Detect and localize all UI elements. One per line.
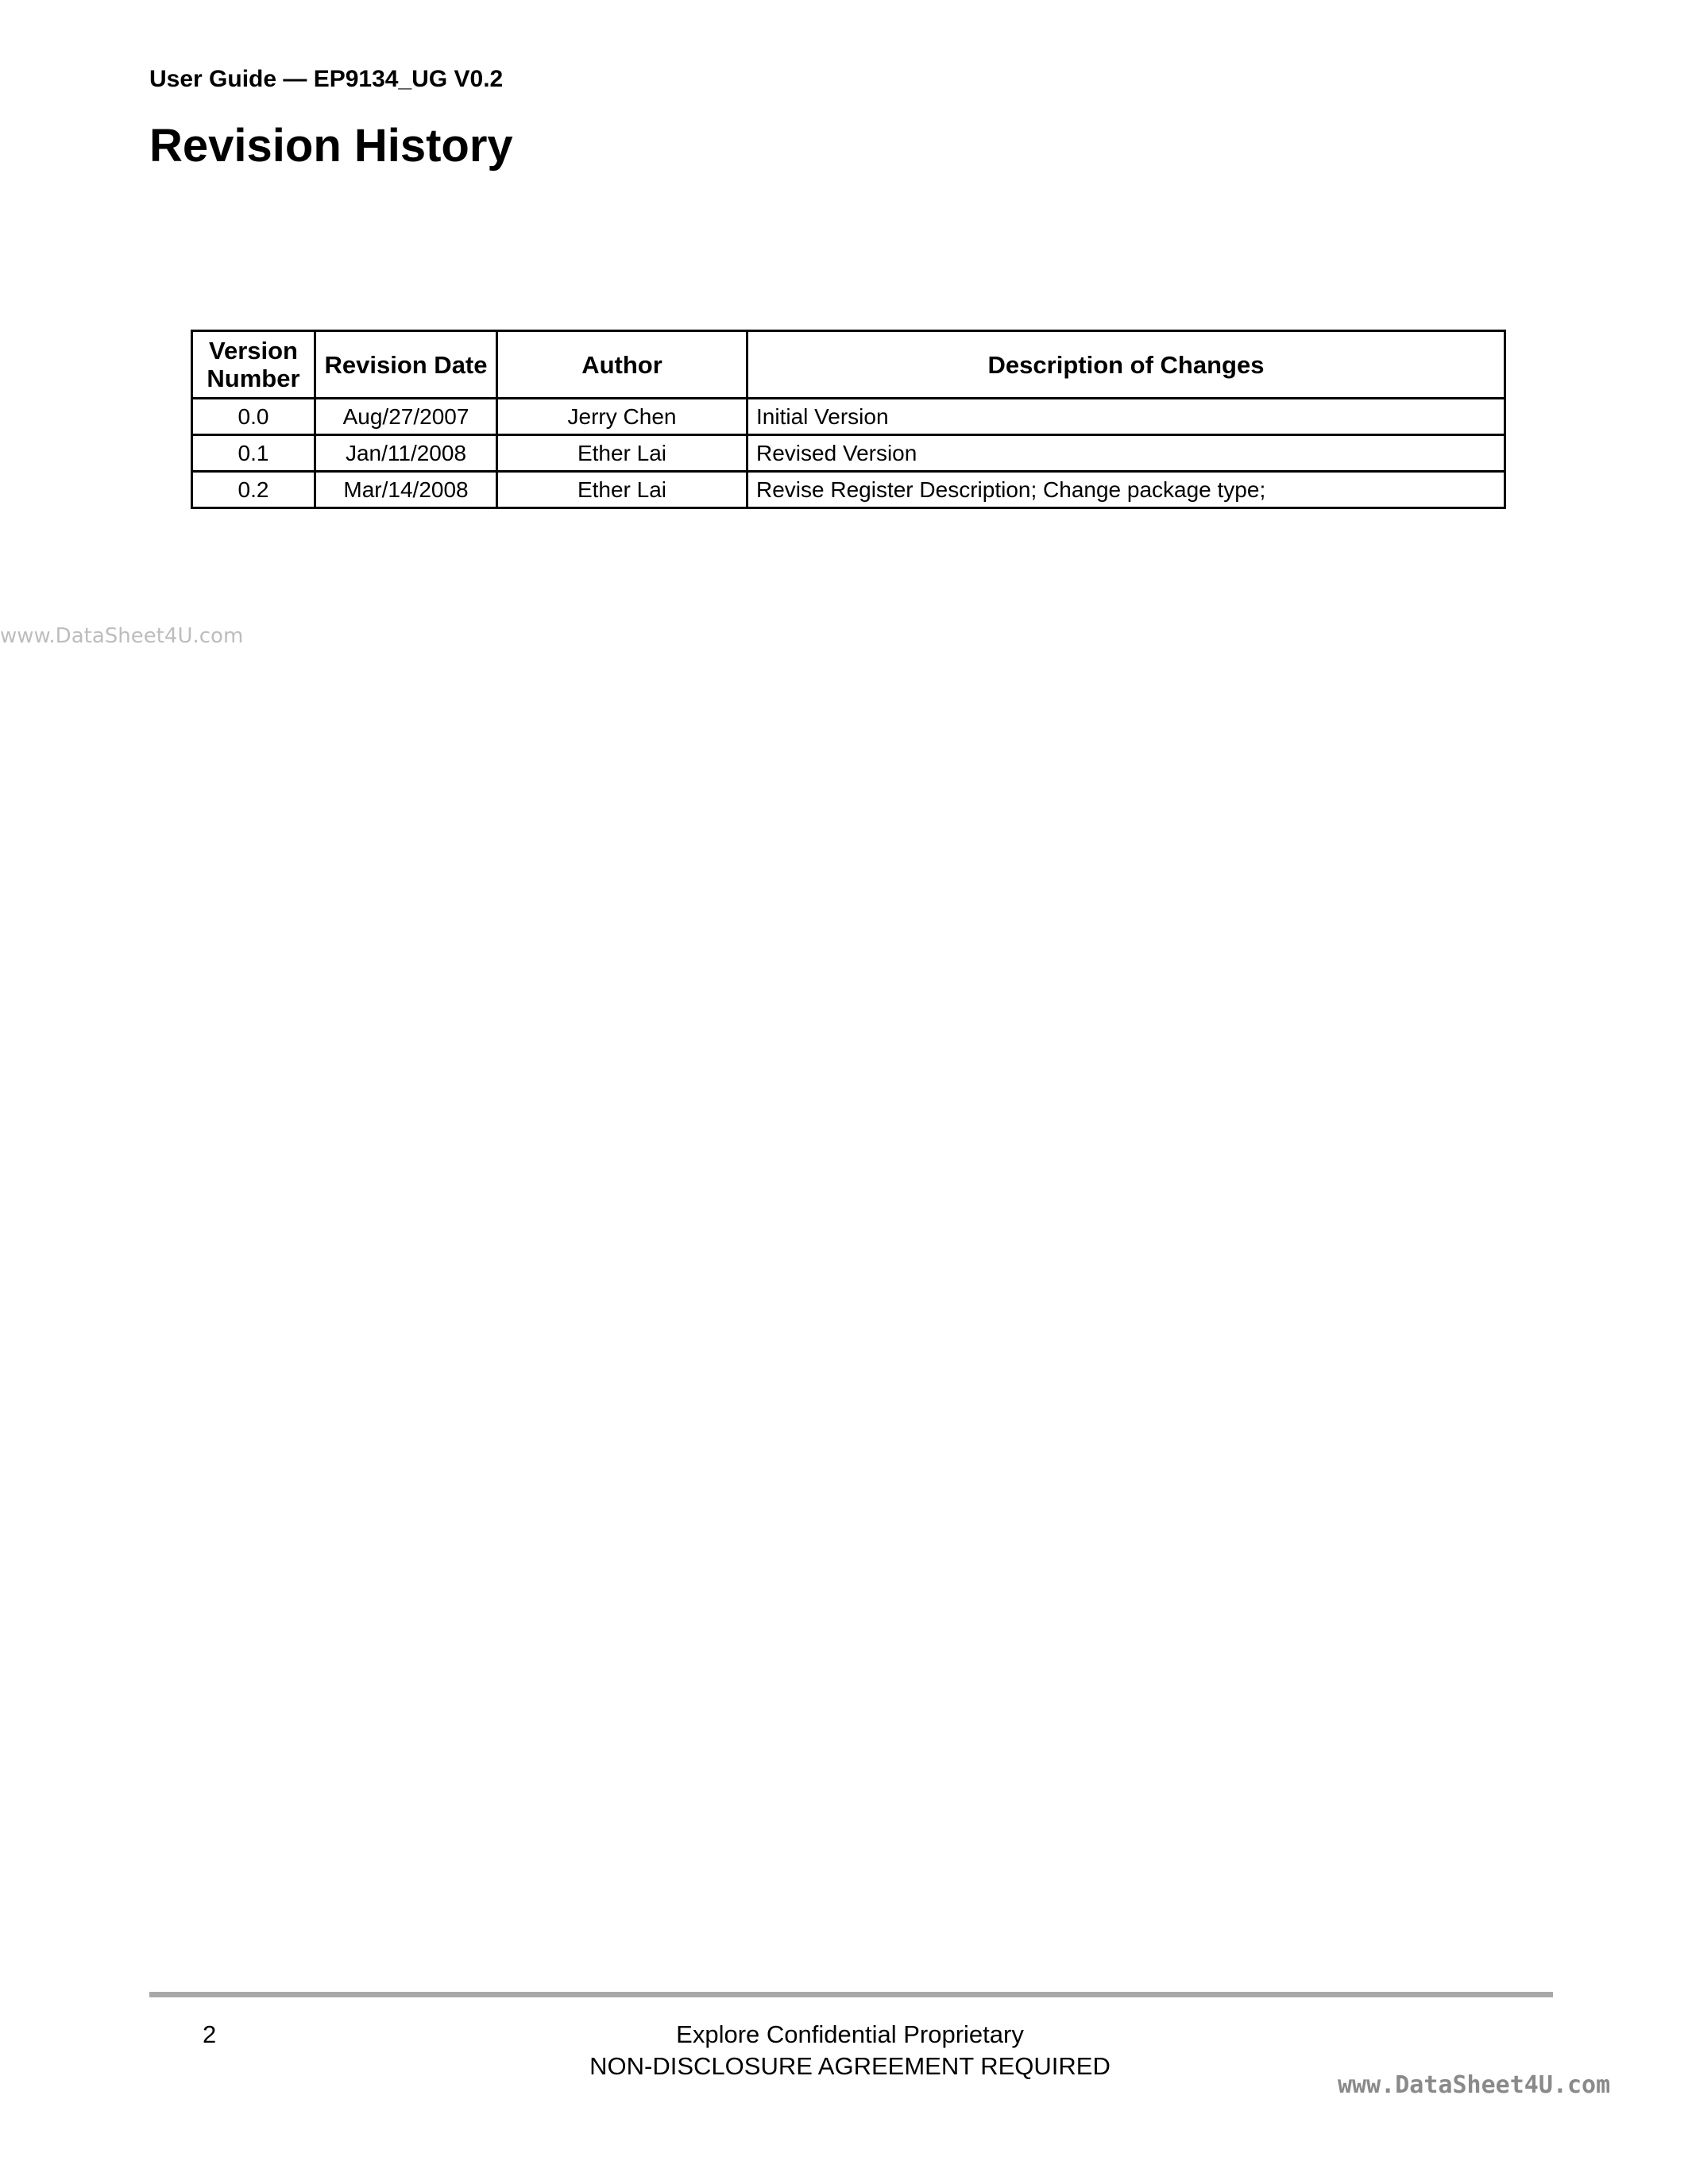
cell-version: 0.2: [192, 472, 315, 508]
page-number: 2: [203, 2020, 217, 2048]
cell-description: Revise Register Description; Change package type;: [747, 472, 1505, 508]
column-header-version: Version Number: [192, 331, 315, 399]
table-row: [192, 472, 1505, 508]
cell-date: Jan/11/2008: [315, 435, 497, 472]
column-header-date: Revision Date: [315, 331, 497, 399]
cell-description: Initial Version: [747, 399, 1505, 435]
cell-date: Mar/14/2008: [315, 472, 497, 508]
footer-nda-notice: NON-DISCLOSURE AGREEMENT REQUIRED: [589, 2052, 1111, 2080]
table-row: [192, 399, 1505, 435]
revision-history-table: [191, 330, 1506, 509]
cell-author: Ether Lai: [497, 435, 747, 472]
column-header-author: Author: [497, 331, 747, 399]
table-header-row: [192, 331, 1505, 399]
watermark-left: www.DataSheet4U.com: [0, 624, 244, 648]
column-header-description: Description of Changes: [747, 331, 1505, 399]
cell-date: Aug/27/2007: [315, 399, 497, 435]
page-title: Revision History: [149, 120, 513, 172]
footer-confidential-notice: Explore Confidential Proprietary: [676, 2020, 1024, 2048]
document-header: User Guide — EP9134_UG V0.2: [149, 66, 504, 92]
cell-version: 0.1: [192, 435, 315, 472]
table-row: [192, 435, 1505, 472]
footer-divider: [149, 1992, 1553, 1997]
cell-version: 0.0: [192, 399, 315, 435]
watermark-right: www.DataSheet4U.com: [1338, 2071, 1611, 2099]
cell-description: Revised Version: [747, 435, 1505, 472]
cell-author: Ether Lai: [497, 472, 747, 508]
cell-author: Jerry Chen: [497, 399, 747, 435]
